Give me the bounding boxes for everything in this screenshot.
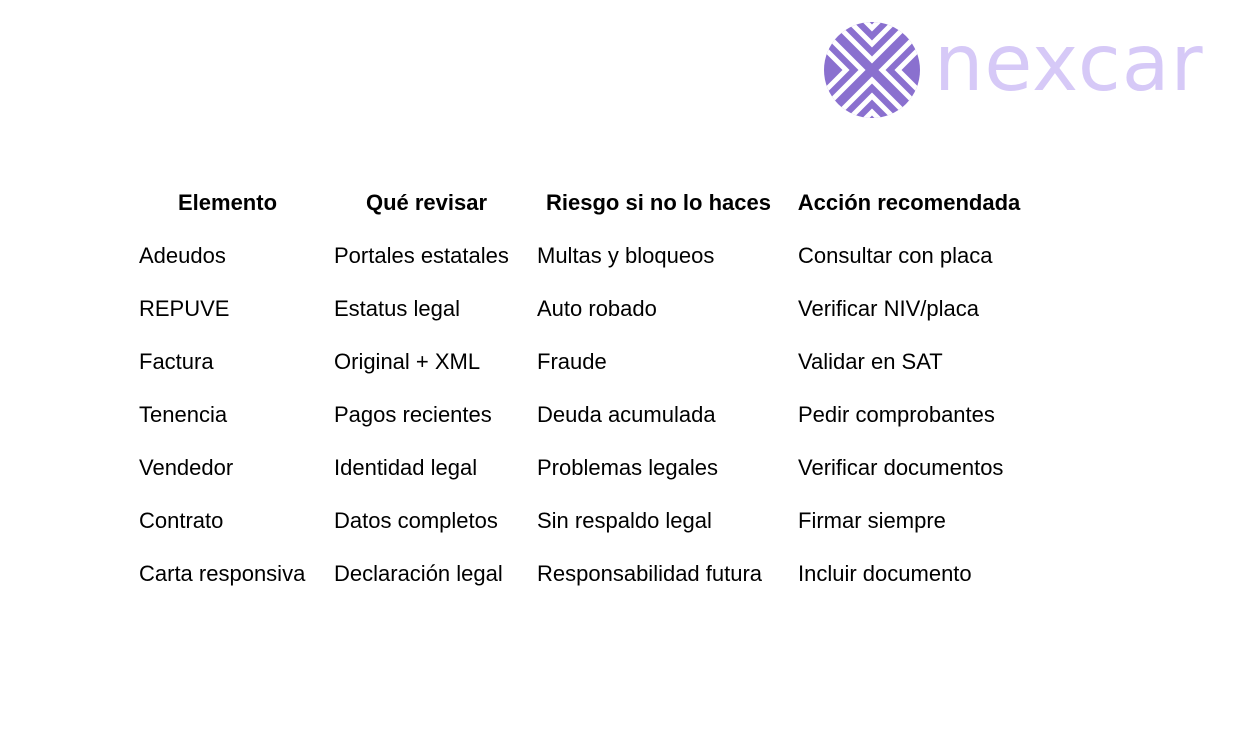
- table-header-row: [130, 186, 1029, 240]
- cell-que-revisar: Estatus legal: [334, 296, 460, 321]
- cell-elemento: Vendedor: [139, 455, 234, 480]
- table-row: [130, 452, 1029, 505]
- cell-elemento: Tenencia: [139, 402, 228, 427]
- cell-accion: Verificar documentos: [798, 455, 1004, 480]
- cell-que-revisar: Declaración legal: [334, 561, 503, 586]
- cell-accion: Pedir comprobantes: [798, 402, 995, 427]
- header-accion: Acción recomendada: [797, 190, 1021, 215]
- cell-accion: Validar en SAT: [798, 349, 943, 374]
- table-row: [130, 399, 1029, 452]
- table-row: [130, 346, 1029, 399]
- cell-accion: Verificar NIV/placa: [798, 296, 979, 321]
- table-row: [130, 293, 1029, 346]
- nexcar-logo: [824, 19, 1204, 120]
- cell-riesgo: Fraude: [537, 349, 607, 374]
- cell-elemento: Adeudos: [139, 243, 226, 268]
- cell-riesgo: Auto robado: [537, 296, 657, 321]
- cell-que-revisar: Original + XML: [334, 349, 481, 374]
- cell-accion: Firmar siempre: [798, 508, 946, 533]
- cell-elemento: REPUVE: [139, 296, 230, 321]
- table-row: [130, 505, 1029, 558]
- checklist-table: [130, 186, 1029, 611]
- cell-riesgo: Sin respaldo legal: [537, 508, 712, 533]
- table-row: [130, 240, 1029, 293]
- cell-riesgo: Multas y bloqueos: [537, 243, 715, 268]
- table-row: [130, 558, 1029, 611]
- cell-que-revisar: Datos completos: [334, 508, 498, 533]
- cell-accion: Consultar con placa: [798, 243, 993, 268]
- nexcar-x-logo-icon: [824, 22, 920, 118]
- header-que-revisar: Qué revisar: [365, 190, 488, 215]
- cell-elemento: Carta responsiva: [139, 561, 306, 586]
- cell-elemento: Contrato: [139, 508, 224, 533]
- cell-que-revisar: Identidad legal: [334, 455, 478, 480]
- cell-elemento: Factura: [139, 349, 214, 374]
- cell-que-revisar: Pagos recientes: [334, 402, 492, 427]
- brand-wordmark: nexcar: [934, 19, 1204, 109]
- cell-riesgo: Responsabilidad futura: [537, 561, 763, 586]
- cell-riesgo: Deuda acumulada: [537, 402, 716, 427]
- cell-riesgo: Problemas legales: [537, 455, 718, 480]
- cell-accion: Incluir documento: [798, 561, 972, 586]
- header-riesgo: Riesgo si no lo haces: [546, 190, 771, 215]
- cell-que-revisar: Portales estatales: [334, 243, 509, 268]
- header-elemento: Elemento: [177, 190, 278, 215]
